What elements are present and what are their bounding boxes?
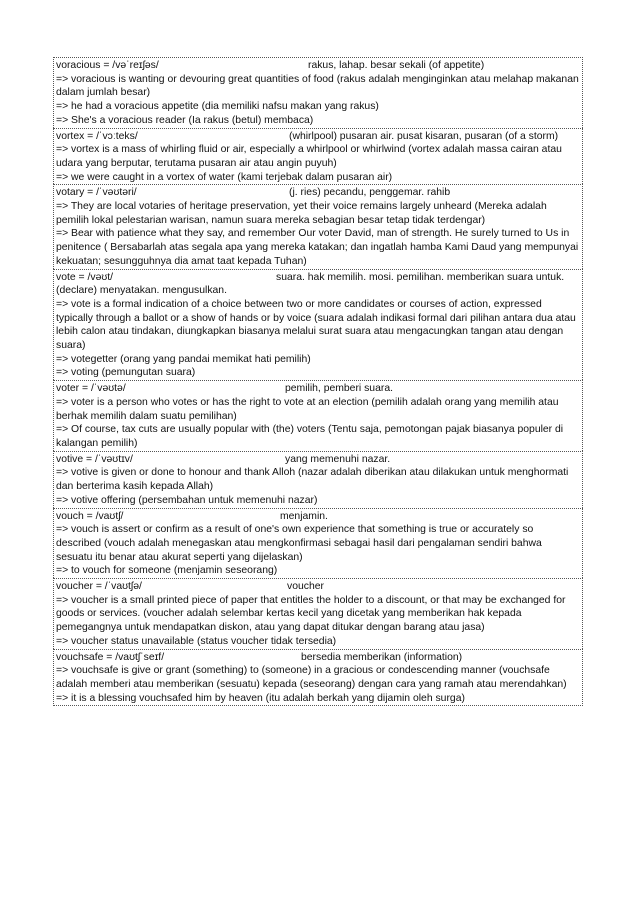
entry-example-line: => vouch is assert or confirm as a result of one's own experience that something is true or accurately so described (vouch adalah menegaskan atau mengkonfirmasi sebagai hasil dari pengalaman sendiri bahwa sesuatu itu benar atau akurat seperti yang dijelaskan) bbox=[56, 524, 542, 563]
entry-example-line: => She's a voracious reader (Ia rakus (betul) membaca) bbox=[56, 114, 314, 126]
entry-meaning: bersedia memberikan (information) bbox=[301, 651, 463, 663]
entry-meaning: yang memenuhi nazar. bbox=[285, 453, 391, 465]
vocab-entry bbox=[53, 649, 583, 707]
entry-example-line: => Bear with patience what they say, and remember Our voter David, man of strength. He surely turned to Us in penitence ( Bersabarlah atas segala apa yang mereka katakan; dan ingatlah hamba Kami Daud yang mempunyai kekuatan; sesungguhnya dia amat taat kepada Tuhan) bbox=[56, 228, 579, 267]
entry-example-line: => vouchsafe is give or grant (something) to (someone) in a gracious or condescending manner (vouchsafe adalah memberi atau memberikan (sesuatu) kepada (seseorang) dengan cara yang ramah atau merendahkan) bbox=[56, 665, 567, 690]
entry-example-line: => we were caught in a vortex of water (kami terjebak dalam pusaran air) bbox=[56, 171, 393, 183]
vocab-entry bbox=[53, 184, 583, 268]
entry-example-line: => vortex is a mass of whirling fluid or air, especially a whirlpool or whirlwind (vortex adalah massa cairan atau udara yang berputar, terutama pusaran air atau angin puyuh) bbox=[56, 144, 562, 169]
entry-headword: votive = /ˈvəʊtɪv/ bbox=[56, 453, 133, 465]
entry-headword: voracious = /vəˈreɪʃəs/ bbox=[56, 60, 159, 71]
entry-headword-line bbox=[56, 271, 580, 285]
entry-meaning: voucher bbox=[287, 581, 324, 593]
entry-headword-line bbox=[56, 651, 580, 665]
vocab-entry bbox=[53, 57, 583, 128]
entry-example-line: => voucher status unavailable (status voucher tidak tersedia) bbox=[56, 635, 337, 647]
entry-example-line: (declare) menyatakan. mengusulkan. bbox=[56, 285, 227, 297]
entry-example-line: => Of course, tax cuts are usually popular with (the) voters (Tentu saja, pemotongan pajak biasanya populer di kalangan pemilih) bbox=[56, 424, 564, 449]
entry-meaning: (whirlpool) pusaran air. pusat kisaran, pusaran (of a storm) bbox=[289, 130, 559, 142]
entry-example-line: => votegetter (orang yang pandai memikat hati pemilih) bbox=[56, 353, 311, 365]
vocabulary-document bbox=[53, 57, 583, 706]
entry-example-line: => They are local votaries of heritage preservation, yet their voice remains largely unheard (Mereka adalah pemilih lokal pelestarian warisan, namun suara mereka sebagian besar tetap tidak terdengar) bbox=[56, 201, 547, 226]
vocab-entry bbox=[53, 269, 583, 381]
entry-example-line: => votive is given or done to honour and thank Alloh (nazar adalah diberikan atau dilakukan untuk menghormati dan berterima kasih kepada Allah) bbox=[56, 467, 569, 493]
entry-meaning: rakus, lahap. besar sekali (of appetite) bbox=[308, 60, 485, 71]
entry-headword-line bbox=[56, 59, 580, 73]
entry-headword: voucher = /ˈvaʊtʃə/ bbox=[56, 581, 142, 593]
entry-headword-line bbox=[56, 510, 580, 524]
entry-example-line: => vote is a formal indication of a choice between two or more candidates or courses of action, expressed typically through a ballot or a show of hands or by voice (suara adalah indikasi formal dari pilihan antara dua atau lebih calon atau tindakan, diungkapkan biasanya melalui surat suara atau mengacungkan tangan atau dengan suara) bbox=[56, 298, 576, 352]
vocab-entry bbox=[53, 380, 583, 451]
entry-headword: vouch = /vaʊtʃ/ bbox=[56, 510, 124, 522]
entry-meaning: (j. ries) pecandu, penggemar. rahib bbox=[289, 187, 451, 199]
entry-meaning: menjamin. bbox=[280, 510, 328, 522]
entry-example-line: => voucher is a small printed piece of paper that entitles the holder to a discount, or that may be exchanged for goods or services. (voucher adalah selembar kertas kecil yang dicetak yang memberikan hak kepada pemegangnya untuk mendapatkan diskon, atau yang dapat ditukar dengan barang atau jasa) bbox=[56, 594, 566, 634]
entry-headword-line bbox=[56, 186, 580, 200]
entry-example-line: => he had a voracious appetite (dia memiliki nafsu makan yang rakus) bbox=[56, 101, 379, 113]
vocab-entry bbox=[53, 578, 583, 649]
entry-headword: vote = /vəʊt/ bbox=[56, 271, 114, 283]
entry-headword: vortex = /ˈvɔːteks/ bbox=[56, 130, 138, 142]
entry-headword: vouchsafe = /vaʊtʃˈseɪf/ bbox=[56, 651, 165, 663]
entry-headword-line bbox=[56, 453, 580, 467]
entry-headword-line bbox=[56, 580, 580, 594]
vocab-entry bbox=[53, 451, 583, 508]
entry-headword-line bbox=[56, 130, 580, 144]
entry-meaning: pemilih, pemberi suara. bbox=[285, 383, 393, 395]
entry-example-line: => voting (pemungutan suara) bbox=[56, 367, 196, 379]
vocab-entry bbox=[53, 508, 583, 579]
entry-headword: voter = /ˈvəʊtə/ bbox=[56, 383, 126, 395]
entry-example-line: => voter is a person who votes or has the right to vote at an election (pemilih adalah orang yang memilih atau berhak memilih dalam suatu pemilihan) bbox=[56, 396, 559, 422]
entry-example-line: => to vouch for someone (menjamin seseorang) bbox=[56, 565, 278, 577]
entry-meaning: suara. hak memilih. mosi. pemilihan. memberikan suara untuk. bbox=[276, 271, 565, 283]
entry-example-line: => votive offering (persembahan untuk memenuhi nazar) bbox=[56, 494, 318, 506]
entry-example-line: => it is a blessing vouchsafed him by heaven (itu adalah berkah yang dijamin oleh surga) bbox=[56, 692, 465, 704]
entry-headword: votary = /ˈvəʊtəri/ bbox=[56, 187, 137, 199]
vocab-entry bbox=[53, 128, 583, 185]
entry-headword-line bbox=[56, 382, 580, 396]
entry-example-line: => voracious is wanting or devouring great quantities of food (rakus adalah menginginkan atau melahap makanan dalam jumlah besar) bbox=[56, 73, 579, 99]
